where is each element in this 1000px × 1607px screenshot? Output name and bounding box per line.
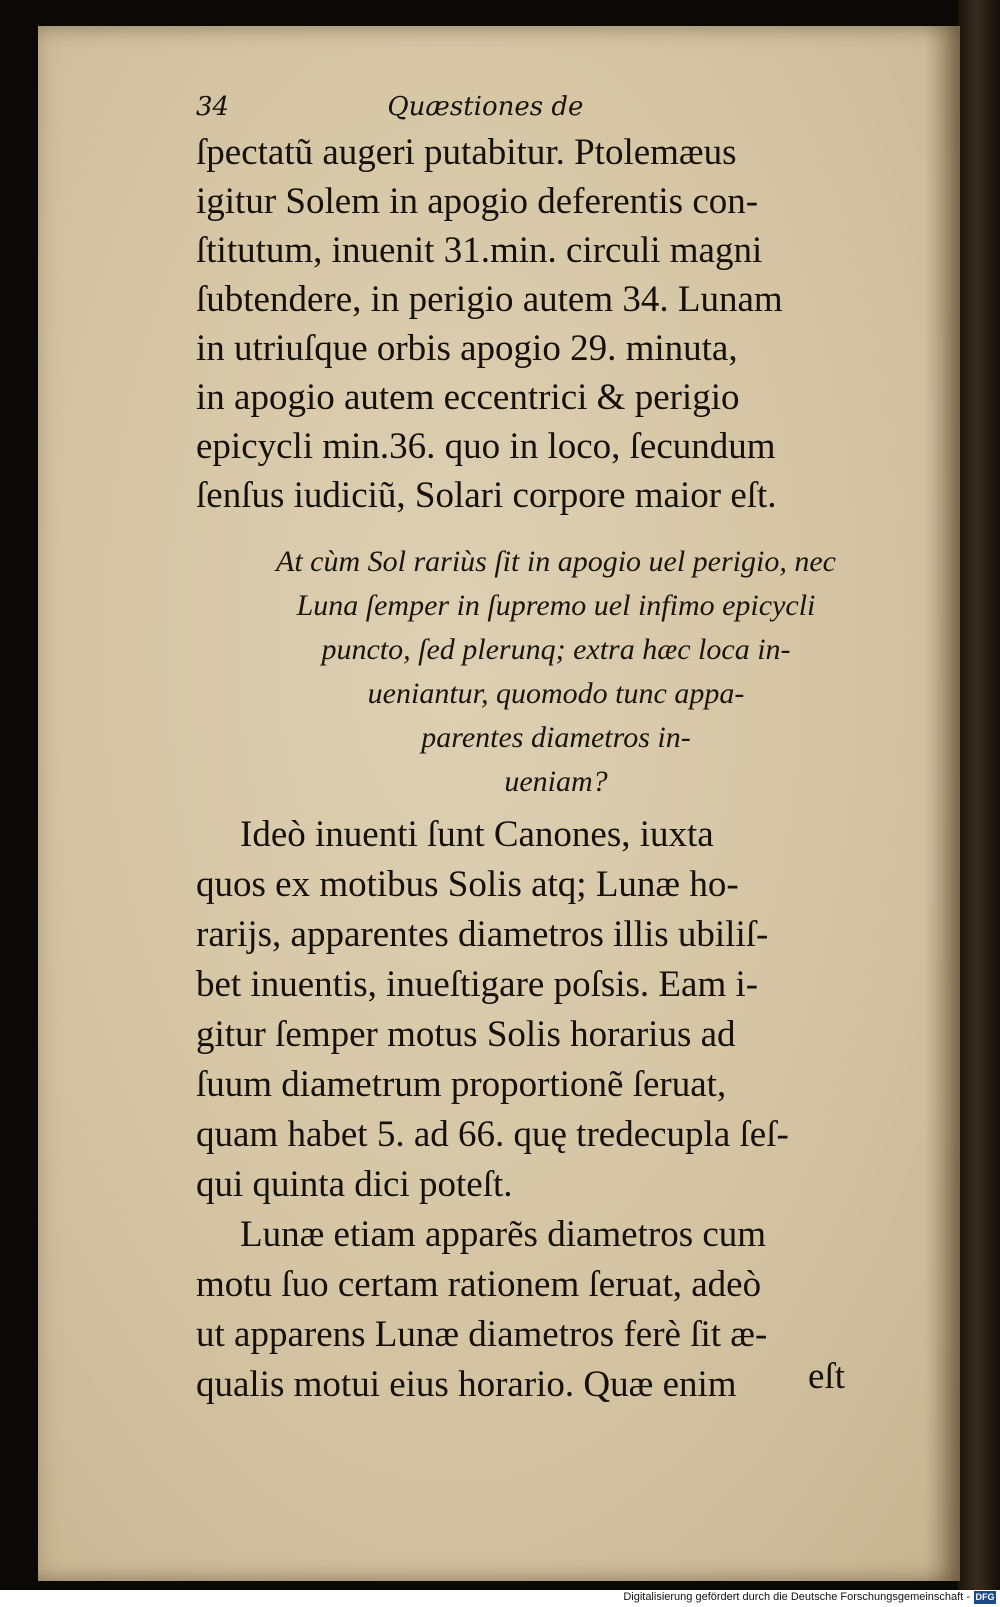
text-line: ſtitutum, inuenit 31.min. circuli magni: [196, 230, 763, 271]
text-line: in utriuſque orbis apogio 29. minuta,: [196, 328, 738, 369]
page-header: [196, 92, 583, 122]
catchword: eſt: [808, 1356, 845, 1397]
answer-line: qualis motui eius horario. Quæ enim: [196, 1364, 737, 1405]
answer-line: qui quinta dici poteſt.: [196, 1164, 513, 1205]
page-number: 34: [196, 92, 230, 122]
text-line: epicycli min.36. quo in loco, ſecundum: [196, 426, 776, 467]
question-line: Luna ſemper in ſupremo uel infimo epicycli: [296, 589, 816, 622]
text-line: in apogio autem eccentrici & perigio: [196, 377, 740, 418]
answer-line: rarijs, apparentes diametros illis ubiliſ-: [196, 914, 769, 955]
answer-line: quam habet 5. ad 66. quę tredecupla ſeſ-: [196, 1114, 789, 1155]
answer-line: bet inuentis, inueſtigare poſsis. Eam i-: [196, 964, 759, 1005]
question-line: ueniantur, quomodo tunc appa-: [367, 677, 745, 710]
question-line: parentes diametros in-: [421, 721, 691, 754]
text-line: ſenſus iudiciũ, Solari corpore maior eſt.: [196, 475, 777, 516]
text-line: ſubtendere, in perigio autem 34. Lunam: [196, 279, 783, 320]
digitization-footer: [0, 1590, 1000, 1607]
answer-line: ſuum diametrum proportionẽ ſeruat,: [196, 1064, 727, 1105]
answer-line: Ideò inuenti ſunt Canones, iuxta: [240, 814, 714, 855]
answer-text: [196, 810, 916, 1410]
text-line: igitur Solem in apogio deferentis con-: [196, 181, 759, 222]
answer-line: motu ſuo certam rationem ſeruat, adeò: [196, 1264, 762, 1305]
question-line: ueniam?: [504, 765, 608, 798]
answer-line: quos ex motibus Solis atq; Lunæ ho-: [196, 864, 739, 905]
dfg-logo: DFG: [975, 1592, 995, 1602]
main-paragraph: [196, 128, 916, 520]
answer-line: ut apparens Lunæ diametros ferè ſit æ-: [196, 1314, 768, 1355]
book-edge: [958, 0, 1000, 1590]
answer-line: Lunæ etiam apparẽs diametros cum: [240, 1214, 767, 1255]
running-title: Quæstiones de: [387, 92, 584, 122]
question-line: At cùm Sol rariùs ſit in apogio uel perigio, nec: [276, 545, 836, 578]
funding-credit: Digitalisierung gefördert durch die Deutsche Forschungsgemeinschaft -: [623, 1591, 970, 1603]
page-gutter-shadow: [924, 26, 960, 1581]
answer-line: gitur ſemper motus Solis horarius ad: [196, 1014, 736, 1055]
text-line: ſpectatũ augeri putabitur. Ptolemæus: [196, 132, 737, 173]
question-heading: [196, 540, 916, 804]
question-line: puncto, ſed plerunq; extra hæc loca in-: [321, 633, 791, 666]
